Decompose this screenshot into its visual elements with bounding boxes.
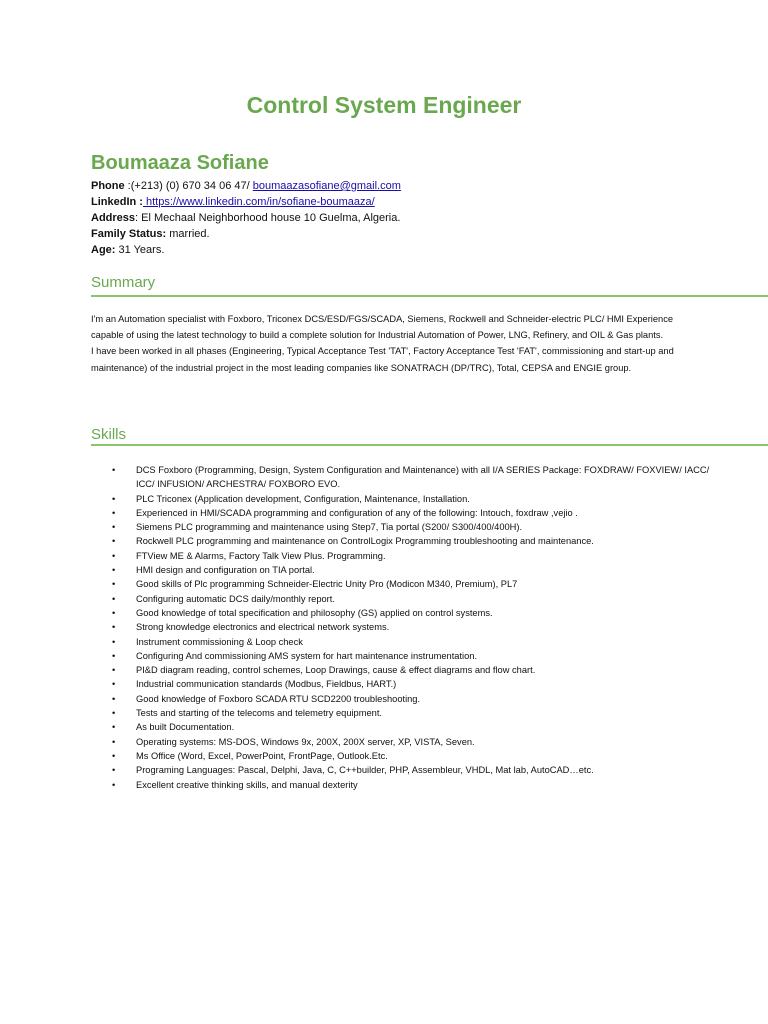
- skill-item: [112, 677, 712, 691]
- skill-text: Industrial communication standards (Modbus, Fieldbus, HART.): [136, 679, 397, 690]
- bullet: •: [112, 708, 116, 719]
- skill-item: [112, 520, 712, 534]
- skill-item: [112, 749, 712, 763]
- skill-item: [112, 706, 712, 720]
- skill-text: Programing Languages: Pascal, Delphi, Java, C, C++builder, PHP, Assembleur, VHDL, Mat lab, AutoCAD…etc.: [136, 765, 594, 776]
- linkedin-line: [91, 194, 731, 210]
- skills-divider: [91, 444, 768, 446]
- summary-heading: Summary: [91, 274, 156, 291]
- skill-item: [112, 492, 712, 506]
- age-value: 31 Years.: [115, 244, 165, 256]
- skill-item: [112, 534, 712, 548]
- email-link[interactable]: boumaazasofiane@gmail.com: [252, 180, 401, 192]
- bullet: •: [112, 607, 116, 618]
- skill-text: Tests and starting of the telecoms and telemetry equipment.: [136, 708, 382, 719]
- linkedin-label: LinkedIn :: [91, 196, 143, 208]
- skill-item: [112, 463, 712, 492]
- address-line: [91, 210, 731, 226]
- skill-item: [112, 735, 712, 749]
- bullet: •: [112, 765, 116, 776]
- page-title: Control System Engineer: [246, 92, 522, 118]
- skills-list: [112, 463, 712, 792]
- age-line: [91, 242, 731, 258]
- bullet: •: [112, 522, 116, 533]
- skill-item: [112, 649, 712, 663]
- skill-text: Strong knowledge electronics and electrical network systems.: [136, 622, 390, 633]
- bullet: •: [112, 565, 116, 576]
- phone-line: [91, 178, 731, 194]
- bullet: •: [112, 779, 116, 790]
- summary-text: [91, 311, 691, 376]
- family-status-line: [91, 226, 731, 242]
- skill-item: [112, 720, 712, 734]
- bullet: •: [112, 493, 116, 504]
- bullet: •: [112, 622, 116, 633]
- family-status-value: married.: [166, 228, 210, 240]
- skill-text: Good skills of Plc programming Schneider-Electric Unity Pro (Modicon M340, Premium), PL7: [136, 579, 518, 590]
- bullet: •: [112, 693, 116, 704]
- skill-item: [112, 563, 712, 577]
- address-value: : El Mechaal Neighborhood house 10 Guelma, Algeria.: [135, 212, 401, 224]
- skill-item: [112, 506, 712, 520]
- skill-item: [112, 778, 712, 792]
- skill-item: [112, 549, 712, 563]
- skill-item: [112, 635, 712, 649]
- bullet: •: [112, 722, 116, 733]
- bullet: •: [112, 636, 116, 647]
- skill-text: Ms Office (Word, Excel, PowerPoint, FrontPage, Outlook.Etc.: [136, 750, 388, 761]
- summary-paragraph: I have been worked in all phases (Engineering, Typical Acceptance Test 'TAT', Factory Acceptance Test 'FAT', commissioning and start-up and maintenance) of the industrial project in the most leading companies like SONATRACH (DP/TRC), Total, CEPSA and ENGIE group.: [91, 346, 674, 373]
- skill-text: PI&D diagram reading, control schemes, Loop Drawings, cause & effect diagrams and flow chart.: [136, 665, 536, 676]
- linkedin-link[interactable]: https://www.linkedin.com/in/sofiane-boumaaza/: [142, 196, 375, 208]
- skill-item: [112, 577, 712, 591]
- skill-text: Experienced in HMI/SCADA programming and configuration of any of the following: Intouch, foxdraw ,vejio .: [136, 507, 578, 518]
- skill-text: HMI design and configuration on TIA portal.: [136, 565, 315, 576]
- summary-paragraph: I'm an Automation specialist with Foxboro, Triconex DCS/ESD/FGS/SCADA, Siemens, Rockwell and Schneider-electric PLC/ HMI Experience capable of using the latest technology to build a complete solution for Industrial Automation of Power, LNG, Refinery, and OIL & Gas plants.: [91, 314, 674, 341]
- bullet: •: [112, 665, 116, 676]
- bullet: •: [112, 650, 116, 661]
- skill-item: [112, 620, 712, 634]
- skill-text: Operating systems: MS-DOS, Windows 9x, 200X, 200X server, XP, VISTA, Seven.: [136, 736, 475, 747]
- skill-text: Rockwell PLC programming and maintenance on ControlLogix Programming troubleshooting and maintenance.: [136, 536, 594, 547]
- bullet: •: [112, 593, 116, 604]
- bullet: •: [112, 507, 116, 518]
- summary-divider: [91, 295, 768, 297]
- skill-item: [112, 606, 712, 620]
- skill-text: DCS Foxboro (Programming, Design, System Configuration and Maintenance) with all I/A SERIES Package: FOXDRAW/ FOXVIEW/ IACC/ ICC/ INFUSION/ ARCHESTRA/ FOXBORO EVO.: [136, 465, 710, 490]
- skill-text: Siemens PLC programming and maintenance using Step7, Tia portal (S200/ S300/400/400H).: [136, 522, 523, 533]
- skill-text: Configuring And commissioning AMS system for hart maintenance instrumentation.: [136, 650, 478, 661]
- skill-text: Good knowledge of total specification and philosophy (GS) applied on control systems.: [136, 607, 493, 618]
- skill-text: Excellent creative thinking skills, and manual dexterity: [136, 779, 358, 790]
- skill-item: [112, 763, 712, 777]
- skill-text: Instrument commissioning & Loop check: [136, 636, 303, 647]
- bullet: •: [112, 536, 116, 547]
- bullet: •: [112, 550, 116, 561]
- phone-label: Phone: [91, 180, 125, 192]
- skill-text: PLC Triconex (Application development, Configuration, Maintenance, Installation.: [136, 493, 470, 504]
- bullet: •: [112, 579, 116, 590]
- skill-text: FTView ME & Alarms, Factory Talk View Plus. Programming.: [136, 550, 386, 561]
- family-status-label: Family Status:: [91, 228, 167, 240]
- skill-text: As built Documentation.: [136, 722, 235, 733]
- bullet: •: [112, 736, 116, 747]
- skills-heading: Skills: [91, 426, 127, 443]
- bullet: •: [112, 679, 116, 690]
- skill-item: [112, 663, 712, 677]
- skill-item: [112, 592, 712, 606]
- bullet: •: [112, 465, 116, 475]
- skill-item: [112, 692, 712, 706]
- bullet: •: [112, 750, 116, 761]
- age-label: Age:: [91, 244, 116, 256]
- candidate-name: Boumaaza Sofiane: [91, 152, 269, 174]
- skill-text: Configuring automatic DCS daily/monthly report.: [136, 593, 335, 604]
- address-label: Address: [91, 212, 136, 224]
- skill-text: Good knowledge of Foxboro SCADA RTU SCD2200 troubleshooting.: [136, 693, 421, 704]
- phone-value: :(+213) (0) 670 34 06 47/: [124, 180, 250, 192]
- contact-block: [91, 178, 731, 258]
